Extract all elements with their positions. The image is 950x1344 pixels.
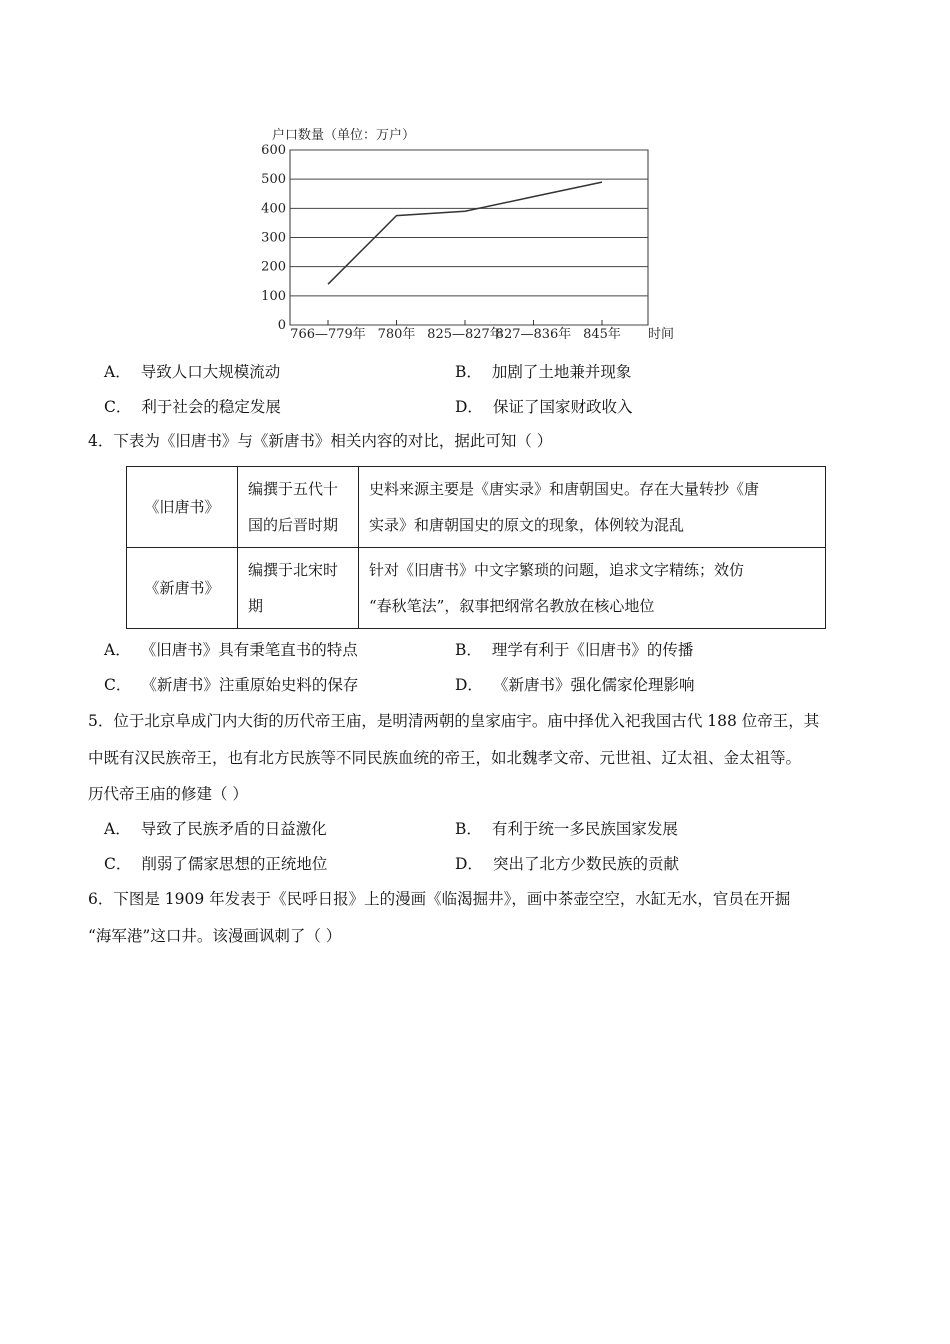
option-text: 削弱了儒家思想的正统地位 — [141, 855, 328, 873]
comparison-table — [126, 466, 826, 629]
option-letter: B． — [455, 641, 482, 659]
book-name-cell: 《旧唐书》 — [127, 467, 238, 548]
period-line: 编撰于北宋时 — [248, 561, 339, 579]
option-letter: A． — [104, 363, 131, 381]
q3-option-d[interactable] — [455, 397, 632, 417]
q4-option-a[interactable] — [104, 640, 358, 660]
period-cell — [238, 548, 359, 629]
y-tick-label: 0 — [277, 318, 286, 333]
option-letter: D． — [455, 398, 483, 416]
period-line: 编撰于五代十 — [248, 480, 339, 498]
y-tick-label: 100 — [261, 288, 286, 304]
q3-option-b[interactable] — [455, 362, 631, 382]
option-text: 《新唐书》强化儒家伦理影响 — [492, 676, 695, 694]
x-tick-labels — [290, 320, 621, 342]
table-row — [127, 467, 826, 548]
option-text: 导致了民族矛盾的日益激化 — [140, 820, 327, 838]
period-line: 期 — [248, 597, 264, 615]
option-letter: C． — [104, 676, 132, 694]
x-tick-label: 827—836年 — [495, 327, 572, 342]
option-letter: A． — [104, 820, 131, 838]
description-line: 针对《旧唐书》中文字繁琐的问题，追求文字精练；效仿 — [369, 561, 745, 579]
q4-option-b[interactable] — [455, 640, 693, 660]
option-text: 《旧唐书》具有秉笔直书的特点 — [140, 641, 358, 659]
option-text: 保证了国家财政收入 — [492, 398, 633, 416]
period-line: 国的后晋时期 — [248, 516, 339, 534]
option-letter: D． — [455, 855, 483, 873]
q5-stem-line: 中既有汉民族帝王，也有北方民族等不同民族血统的帝王，如北魏孝文帝、元世祖、辽太祖、金太祖等。 — [88, 749, 802, 767]
option-letter: B． — [455, 820, 482, 838]
q6-stem-line: “海军港”这口井。该漫画讽刺了（ ） — [88, 927, 342, 945]
households-line-chart — [260, 120, 680, 350]
x-tick-label: 825—827年 — [427, 327, 503, 342]
y-tick-label: 600 — [261, 143, 286, 158]
option-text: 突出了北方少数民族的贡献 — [492, 855, 679, 873]
q5-stem-line: 历代帝王庙的修建（ ） — [88, 785, 248, 803]
q5-option-b[interactable] — [455, 819, 678, 839]
chart-grid — [290, 150, 648, 325]
option-text: 有利于统一多民族国家发展 — [491, 820, 678, 838]
x-tick-label: 766—779年 — [290, 327, 366, 342]
option-letter: A． — [104, 641, 131, 659]
x-axis-label: 时间 — [648, 327, 675, 342]
option-text: 加剧了土地兼并现象 — [491, 363, 632, 381]
option-letter: D． — [455, 676, 483, 694]
y-axis-label: 户口数量（单位：万户） — [272, 128, 416, 143]
y-tick-label: 300 — [261, 230, 286, 246]
option-text: 导致人口大规模流动 — [140, 363, 281, 381]
q3-option-c[interactable] — [104, 397, 281, 417]
y-tick-label: 400 — [261, 201, 286, 217]
q5-stem-line: 5．位于北京阜成门内大街的历代帝王庙，是明清两朝的皇家庙宇。庙中择优入祀我国古代 188 位帝王，其 — [88, 712, 820, 730]
x-tick-label: 845年 — [583, 327, 621, 342]
option-text: 理学有利于《旧唐书》的传播 — [491, 641, 694, 659]
description-line: “春秋笔法”，叙事把纲常名教放在核心地位 — [369, 597, 655, 615]
description-line: 实录》和唐朝国史的原文的现象，体例较为混乱 — [369, 516, 685, 534]
y-tick-label: 500 — [261, 172, 286, 188]
description-cell — [359, 467, 826, 548]
option-letter: C． — [104, 855, 132, 873]
q4-stem: 4．下表为《旧唐书》与《新唐书》相关内容的对比，据此可知（ ） — [88, 432, 553, 450]
households-series-line — [328, 182, 602, 284]
y-tick-label: 200 — [261, 259, 286, 275]
q4-option-d[interactable] — [455, 675, 694, 695]
y-tick-labels — [261, 143, 286, 333]
q3-option-a[interactable] — [104, 362, 280, 382]
period-cell — [238, 467, 359, 548]
q5-option-c[interactable] — [104, 854, 327, 874]
q4-option-c[interactable] — [104, 675, 358, 695]
q6-stem-line: 6．下图是 1909 年发表于《民呼日报》上的漫画《临渴掘井》，画中茶壶空空，水缸无水，官员在开掘 — [88, 890, 791, 908]
q5-option-d[interactable] — [455, 854, 679, 874]
option-text: 《新唐书》注重原始史料的保存 — [141, 676, 359, 694]
description-cell — [359, 548, 826, 629]
table-row — [127, 548, 826, 629]
description-line: 史料来源主要是《唐实录》和唐朝国史。存在大量转抄《唐 — [369, 480, 760, 498]
x-tick-label: 780年 — [377, 327, 416, 342]
book-name-cell: 《新唐书》 — [127, 548, 238, 629]
option-text: 利于社会的稳定发展 — [141, 398, 281, 416]
option-letter: B． — [455, 363, 482, 381]
option-letter: C． — [104, 398, 132, 416]
q5-option-a[interactable] — [104, 819, 327, 839]
